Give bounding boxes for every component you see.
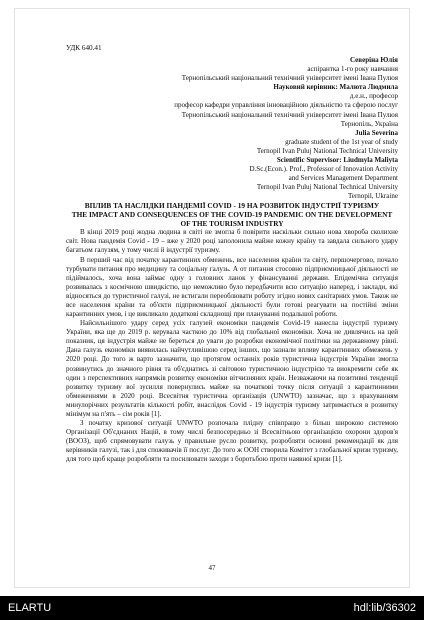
author-info-uk-line: професор кафедри управління інноваційною діяльністю та сферою послуг — [174, 101, 398, 110]
author-info-uk-line: аспірантка 1-го року навчання — [307, 65, 398, 74]
article-title-en: THE IMPACT AND CONSEQUENCES OF THE COVID-19 PANDEMIC ON THE DEVELOPMENT OF THE TOURISM INDUSTRY — [71, 210, 393, 229]
author-info-uk-line: д.е.н., професор — [349, 92, 398, 101]
authors-block-uk — [66, 56, 398, 129]
author-info-en-line: Ternopil, Ukraine — [348, 192, 398, 201]
authors-block-en — [66, 129, 398, 202]
body-paragraph: В перший час від початку карантинних обмежень, все населення країни та світу, першочергово, почало турбувати питання про медицину та соціальну галузь. А от питання стосовно підприємницької діяльності не підіймалось, хоча вона займає одну з головних ланок у фінансуванні держави. Епідемічна ситуація розвивалась з космічною швидкістю, що неможливо було передбачити всю ситуацію наперед, і заклади, які відносяться до туристичної галузі, не встигали переоблювати роботу згідно нових санітарних умов. Також не все населення країни та об'єкти підприємницької діяльності були готові реагувати на постійні зміни карантинних умов, і це викликало додаткові складнощі при плануванні подальшої роботи. — [66, 255, 398, 319]
author-info-en-line: graduate student of the 1st year of study — [285, 137, 398, 146]
author-info-en-line: Ternopil Ivan Puluj National Technical University — [256, 146, 398, 155]
body-paragraph: Найсильнішого удару серед усіх галузей економіки пандемія Covid-19 нанесла індустрії туризму України, яка ще до 2019 р. керувала часткою до 10% від глобальної економіки. Хоча не дивлячись на цей показник, ця індустрія майже не береться до уваги до розробки економічної політики на державному рівні. Дана галузь економіки виявилась найчутливішою серед інших, що зазнали впливу карантинних обмежень у 2020 році. До того ж варто зазначити, що протягом останніх років туристична індустрія України змогла розвинутись до значного рівня та об'єднатись зі світовою туристичною індустрією та виокремити себе як один з перспективних напрямків розвитку економіки вітчизняних країн. Незважаючи на позитивні тенденції розвитку туризму вої зусилля повернулись майже на початкові точку після ситуації з карантинними обмеженнями в 2020 році. Всесвітня туристична організація (UNWTO) зазначає, що з врахуванням минулорічних результатів кількості робіт, внаслідок Covid - 19 індустрія туризму затримається в розвитку мінімум на п'ять – сім років [1]. — [66, 319, 398, 418]
author-info-en-line: Ternopil Ivan Puluj National Technical University — [256, 183, 398, 192]
repository-footer-bar — [0, 596, 424, 620]
author-info-uk-line: Тернопільський національний технічний університет імені Івана Пулюя — [181, 74, 398, 83]
body-paragraph: З початку кризової ситуації UNWTO розпочала плідну співпрацю з більш широкою системою Організації Об'єднаних Націй, в тому числі безпосередньо зі Всесвітньою організацією охорони здоров'я (ВООЗ), щоб спрямовувати галузь у правильне русло розвитку, розробляти основні рекомендації як для керівників галузі, так і для споживачів її послуг. До того ж ООН створила Комітет з глобальної кризи туризму, для того щоб краще розробляти та посилювати заходи з боротьбою проти наявної кризи [1]. — [66, 418, 398, 464]
page-number: 47 — [208, 564, 216, 572]
article-title-uk: ВПЛИВ ТА НАСЛІДКИ ПАНДЕМІЇ COVID - 19 НА РОЗВИТОК ІНДУСТРІЇ ТУРИЗМУ — [84, 201, 380, 211]
author-info-uk-line: Тернопільський національний технічний університет імені Івана Пулюя — [181, 110, 398, 119]
page-content — [66, 44, 398, 464]
author-info-uk-line: Науковий керівник: Малюта Людмила — [273, 83, 398, 92]
article-body — [66, 228, 398, 464]
author-info-en-line: Julia Severina — [355, 128, 398, 137]
author-info-en-line: Scientific Supervisor: Liudmyla Maliyta — [276, 155, 398, 164]
body-paragraph: В кінці 2019 році жодна людина в світі не змогла б повірити наскільки сильно нова хвороба сколихне світ. Нова пандемія Covid - 19 – вже у 2020 році заполонила майже кожну країну та завдала сильного удару багатьом галузям, у тому числі й індустрії туризму. — [66, 228, 398, 255]
author-info-en-line: D.Sc.(Econ.). Prof., Professor of Innovation Activity — [249, 165, 398, 174]
author-info-uk-line: Тернопіль, Україна — [340, 119, 398, 128]
author-info-en-line: and Services Management Department — [288, 174, 398, 183]
author-info-uk-line: Северіна Юлія — [349, 56, 398, 65]
repository-name: ELARTU — [8, 602, 52, 614]
document-page — [14, 8, 410, 588]
handle-id: hdl:lib/36302 — [353, 602, 416, 614]
udk-code: УДК 640.41 — [66, 44, 102, 52]
